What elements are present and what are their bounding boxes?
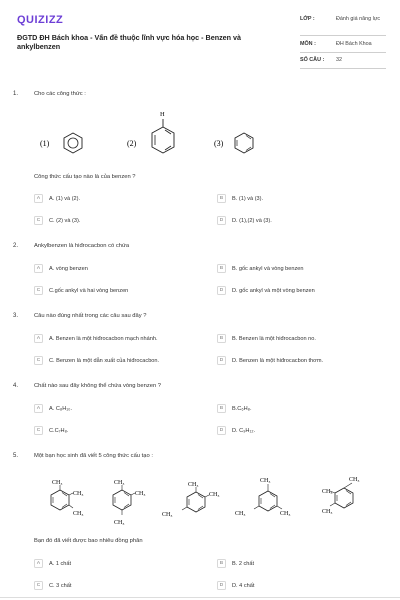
option-letter-box: D xyxy=(217,286,226,295)
option-a[interactable] xyxy=(34,334,158,343)
methyl-group-label: CH₃ xyxy=(52,480,63,486)
option-a[interactable] xyxy=(34,404,72,413)
question-subtext: Bạn đó đã viết được bao nhiêu đồng phân xyxy=(34,538,143,544)
option-b[interactable] xyxy=(217,559,254,568)
methyl-group-label: CH₃ xyxy=(322,489,333,495)
option-a[interactable] xyxy=(34,264,88,273)
methyl-group-label: CH₃ xyxy=(188,482,199,488)
option-text: B. (1) và (3). xyxy=(232,195,264,202)
structure-label-2: (2) xyxy=(127,139,137,148)
kekule-benzene-structure xyxy=(152,119,174,153)
methyl-group-label: CH₃ xyxy=(260,478,271,484)
option-text: A. 1 chất xyxy=(49,560,72,567)
option-letter-box: B xyxy=(217,194,226,203)
question-number: 2. xyxy=(13,243,19,249)
option-b[interactable] xyxy=(217,264,304,273)
question-text: Chất nào sau đây không thể chứa vòng benzen ? xyxy=(34,383,161,389)
option-c[interactable] xyxy=(34,426,68,435)
meta-divider xyxy=(300,35,386,36)
option-letter-box: A xyxy=(34,194,43,203)
methyl-group-label: CH₃ xyxy=(235,511,246,517)
option-letter-box: C xyxy=(34,356,43,365)
structure-3 xyxy=(162,482,219,518)
option-d[interactable] xyxy=(217,356,323,365)
question-text: Một bạn học sinh đã viết 5 công thức cấu tạo : xyxy=(34,453,153,459)
option-text: D. 4 chất xyxy=(232,582,255,589)
methyl-group-label: CH₃ xyxy=(73,511,84,517)
option-text: C.gốc ankyl và hai vòng benzen xyxy=(49,287,129,294)
option-a[interactable] xyxy=(34,559,71,568)
benzene-circle-structure xyxy=(64,133,82,153)
methyl-group-label: CH₃ xyxy=(162,512,173,518)
option-text: B. 2 chất xyxy=(232,560,255,567)
option-c[interactable] xyxy=(34,286,128,295)
option-letter-box: A xyxy=(34,559,43,568)
option-text: A. C₈H₁₀. xyxy=(49,405,73,412)
option-text: B.C₆H₈. xyxy=(232,405,252,412)
option-b[interactable] xyxy=(217,404,252,413)
hydrogen-label: H xyxy=(160,111,165,118)
methyl-group-label: CH₃ xyxy=(349,477,360,483)
option-d[interactable] xyxy=(217,581,254,590)
option-text: D. (1),(2) và (3). xyxy=(232,217,272,224)
page-bottom-border xyxy=(0,597,400,598)
option-c[interactable] xyxy=(34,216,80,225)
structure-1 xyxy=(51,480,83,517)
option-text: C.C₇H₈. xyxy=(49,427,69,434)
option-letter-box: D xyxy=(217,581,226,590)
option-letter-box: C xyxy=(34,216,43,225)
question-number: 1. xyxy=(13,91,19,97)
option-letter-box: B xyxy=(217,334,226,343)
option-text: D. C₉H₁₂. xyxy=(232,427,256,434)
meta-value-subject: ĐH Bách Khoa xyxy=(336,41,372,47)
structure-label-3: (3) xyxy=(214,139,224,148)
methyl-group-label: CH₃ xyxy=(135,491,146,497)
option-c[interactable] xyxy=(34,356,159,365)
option-text: C. Benzen là một dẫn xuất của hiđrocacbon. xyxy=(49,357,160,364)
meta-divider xyxy=(300,52,386,53)
question-text: Câu nào đúng nhất trong các câu sau đây ? xyxy=(34,313,147,319)
option-letter-box: A xyxy=(34,264,43,273)
structure-4 xyxy=(235,478,290,517)
option-letter-box: B xyxy=(217,404,226,413)
option-text: C. 3 chất xyxy=(49,582,72,589)
option-letter-box: A xyxy=(34,334,43,343)
option-text: B. gốc ankyl và vòng benzen xyxy=(232,265,304,272)
meta-divider xyxy=(300,68,386,69)
structure-2 xyxy=(113,480,145,526)
methyl-group-label: CH₃ xyxy=(73,491,84,497)
meta-label-class: LỚP : xyxy=(300,16,315,22)
option-letter-box: D xyxy=(217,426,226,435)
kekule-benzene-structure xyxy=(235,133,253,153)
quizizz-logo: QUIZIZZ xyxy=(17,14,64,26)
meta-label-count: SỐ CÂU : xyxy=(300,57,325,63)
option-text: B. Benzen là một hiđrocacbon no. xyxy=(232,335,316,342)
option-letter-box: C xyxy=(34,426,43,435)
option-d[interactable] xyxy=(217,286,315,295)
option-b[interactable] xyxy=(217,194,263,203)
option-letter-box: D xyxy=(217,216,226,225)
option-letter-box: A xyxy=(34,404,43,413)
option-letter-box: B xyxy=(217,264,226,273)
question-number: 3. xyxy=(13,313,19,319)
option-b[interactable] xyxy=(217,334,316,343)
meta-value-class: Đánh giá năng lực xyxy=(336,16,381,22)
methyl-group-label: CH₃ xyxy=(280,511,291,517)
option-text: A. Benzen là một hiđrocacbon mạch nhánh. xyxy=(49,335,158,342)
option-d[interactable] xyxy=(217,216,272,225)
methyl-group-label: CH₃ xyxy=(114,520,125,526)
option-c[interactable] xyxy=(34,581,71,590)
benzene-structures-figure xyxy=(30,106,270,162)
document-title: ĐGTD ĐH Bách khoa - Vấn đề thuộc lĩnh vực hóa học - Benzen và ankylbenzen xyxy=(17,33,242,51)
question-number: 5. xyxy=(13,453,19,459)
option-letter-box: C xyxy=(34,581,43,590)
option-text: A. vòng benzen xyxy=(49,265,88,272)
methyl-group-label: CH₃ xyxy=(114,480,125,486)
option-text: D. Benzen là một hiđrocacbon thơm. xyxy=(232,357,324,364)
option-text: D. gốc ankyl và một vòng benzen xyxy=(232,287,315,294)
structure-label-1: (1) xyxy=(40,139,50,148)
option-text: C. (2) và (3). xyxy=(49,217,81,224)
methyl-group-label: CH₃ xyxy=(322,509,333,515)
meta-value-count: 32 xyxy=(336,57,342,63)
option-letter-box: B xyxy=(217,559,226,568)
question-text: Cho các công thức : xyxy=(34,91,86,97)
option-text: A. (1) và (2). xyxy=(49,195,81,202)
option-d[interactable] xyxy=(217,426,255,435)
question-subtext: Công thức cấu tạo nào là của benzen ? xyxy=(34,174,136,180)
option-letter-box: C xyxy=(34,286,43,295)
option-letter-box: D xyxy=(217,356,226,365)
option-a[interactable] xyxy=(34,194,80,203)
structure-5 xyxy=(322,477,359,515)
meta-label-subject: MÔN : xyxy=(300,41,316,47)
methyl-group-label: CH₃ xyxy=(209,492,220,498)
question-number: 4. xyxy=(13,383,19,389)
question-text: Ankylbenzen là hiđrocacbon có chứa xyxy=(34,243,130,249)
xylene-structures-figure xyxy=(30,468,380,534)
